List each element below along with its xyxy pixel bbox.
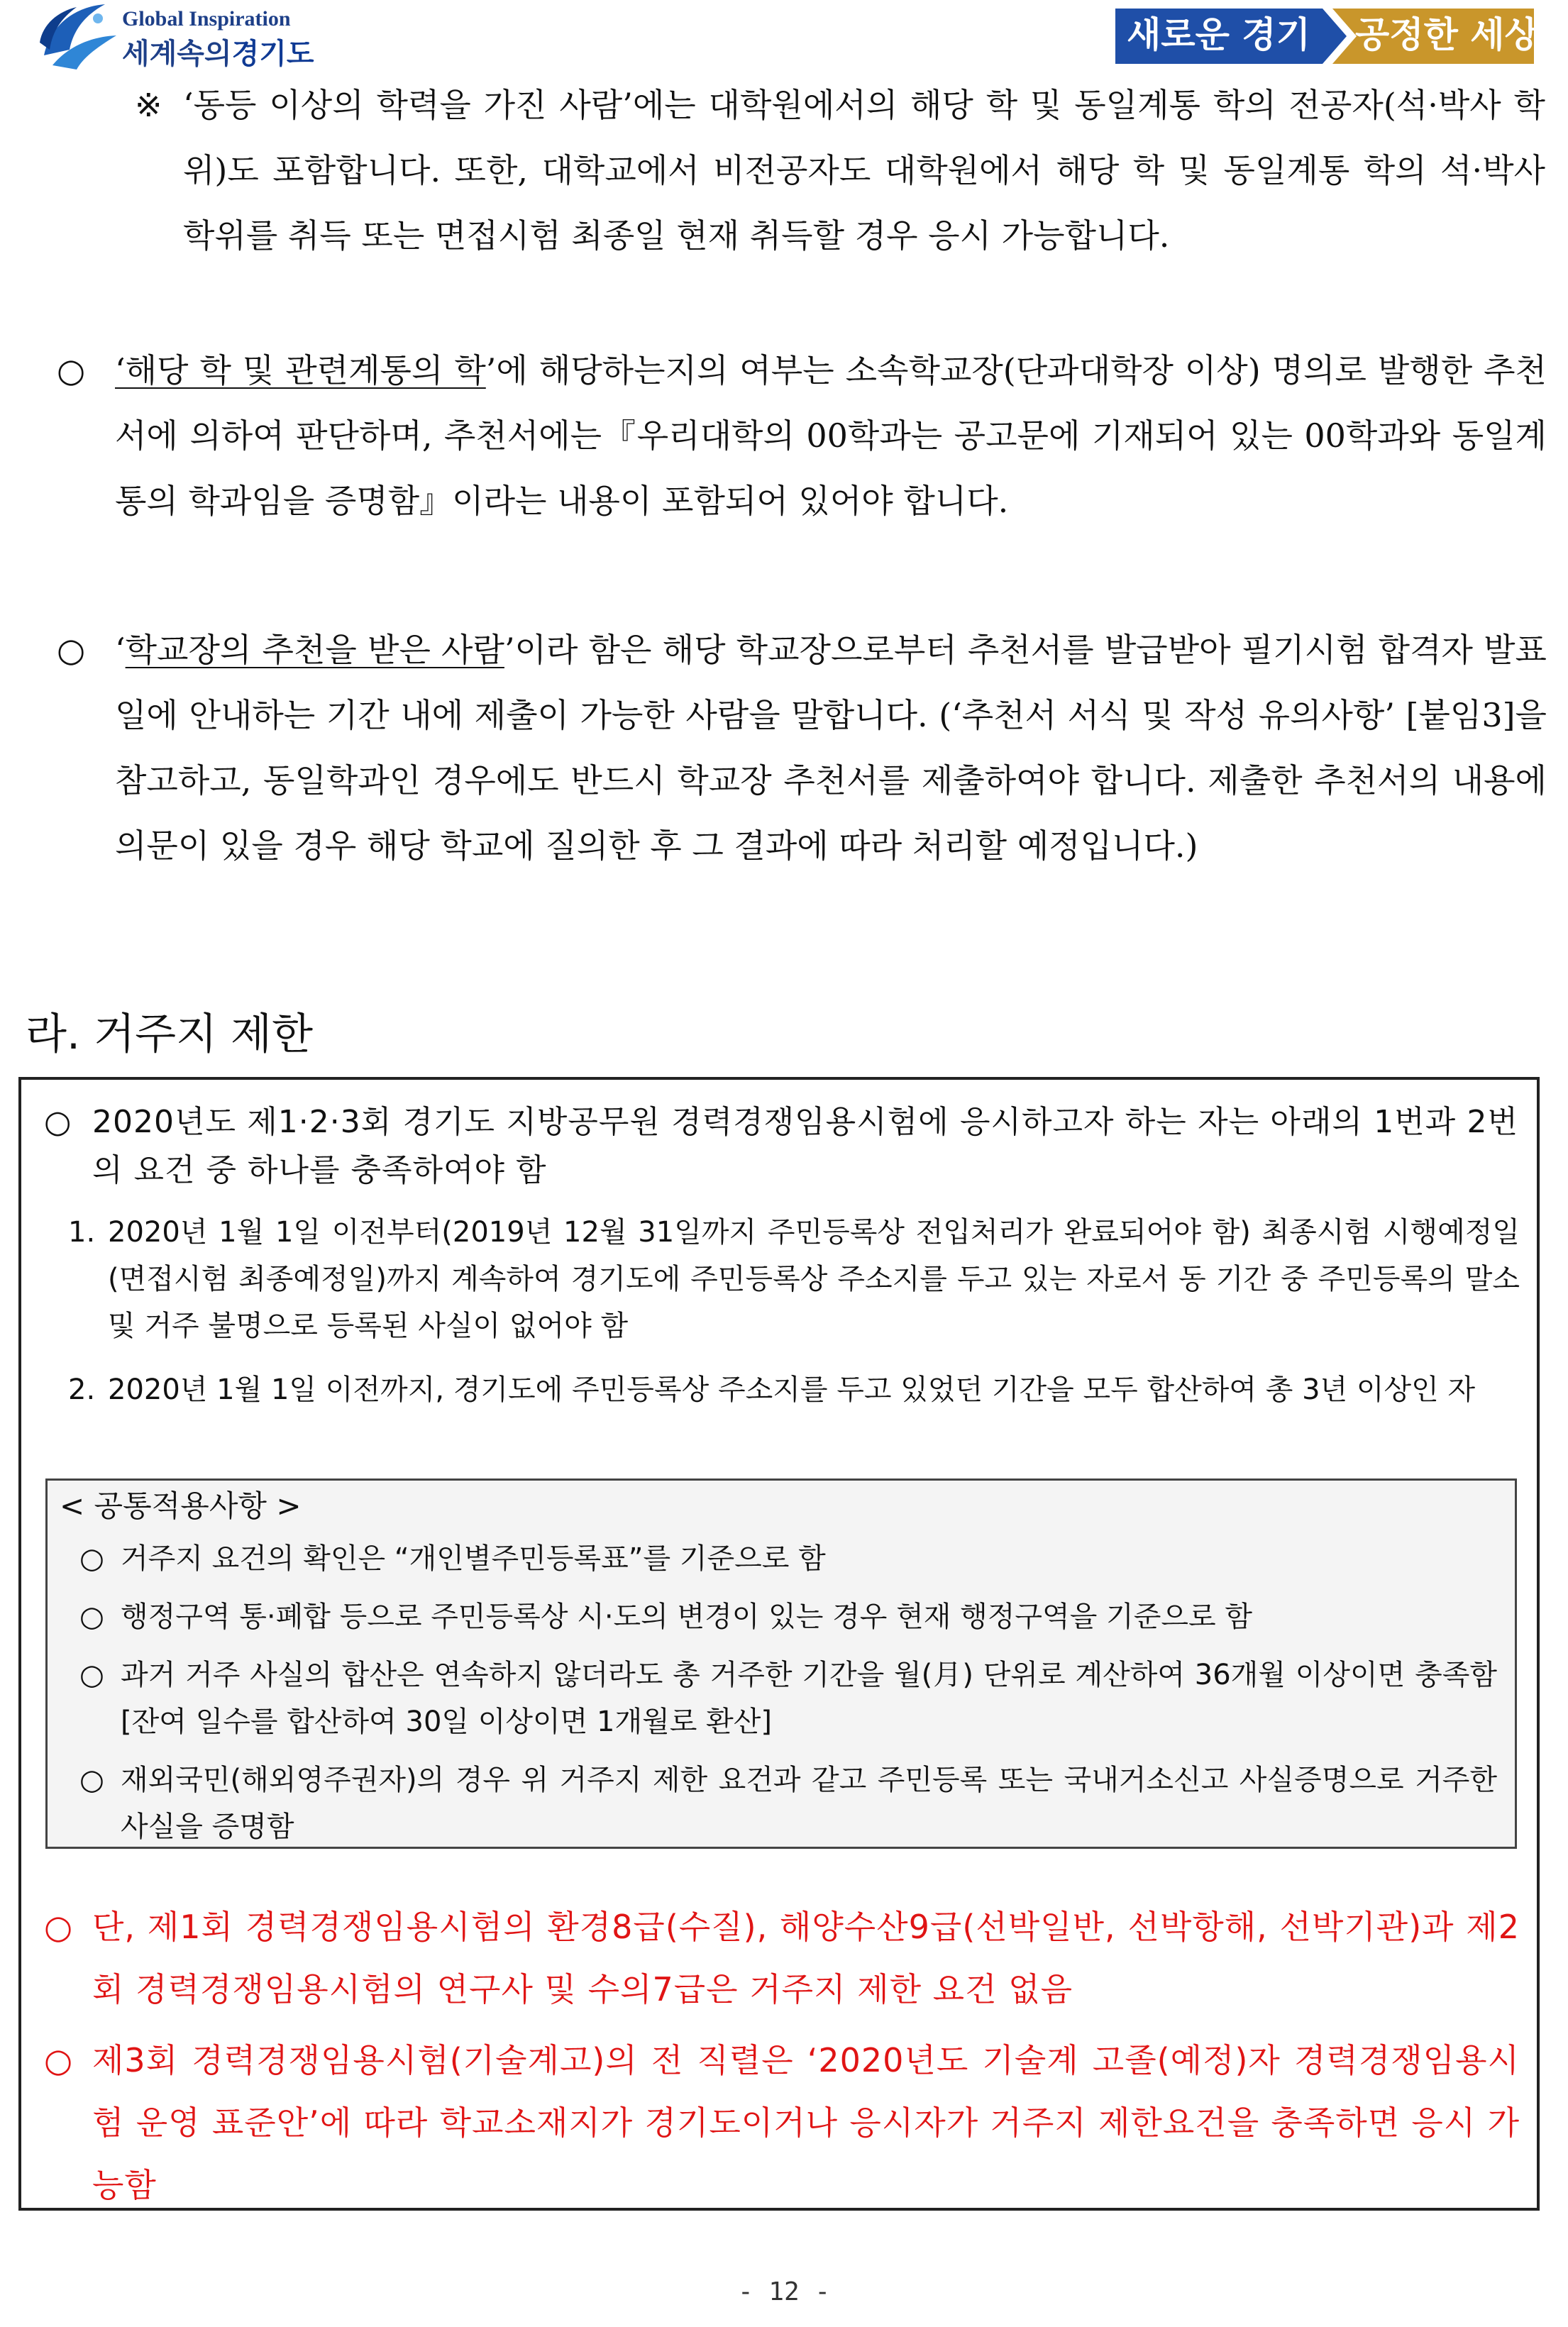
logo-korean-part-b: 경기도 <box>231 38 314 70</box>
requirement-2-text: 2020년 1월 1일 이전까지, 경기도에 주민등록상 주소지를 두고 있었던 기간을 모두 합산하여 총 3년 이상인 자 <box>108 1373 1476 1406</box>
para2-body: ’이라 함은 해당 학교장으로부터 추천서를 발급받아 필기시험 합격자 발표일에 안내하는 기간 내에 제출이 가능한 사람을 말합니다. (‘추천서 서식 및 작성 유의사항’ [붙임3]을 참고하고, 동일학과인 경우에도 반드시 학교장 추천서를 제출하여야 합니다. 제출한 추천서의 내용에 의문이 있을 경우 해당 학교에 질의한 후 그 결과에 따라 처리할 예정입니다.) <box>115 631 1547 865</box>
common-rule-2-bullet: ○ <box>79 1601 104 1633</box>
slogan-right: 공정한 세상 <box>1355 14 1539 55</box>
para1-body: ’에 해당하는지의 여부는 소속학교장(단과대학장 이상) 명의로 발행한 추천서에 의하여 판단하며, 추천서에는『우리대학의 00학과는 공고문에 기재되어 있는 00학과와 동일계통의 학과임을 증명함』이라는 내용이 포함되어 있어야 합니다. <box>115 351 1547 520</box>
section-heading: 라. 거주지 제한 <box>26 1010 313 1059</box>
common-rule-3-bullet: ○ <box>79 1659 104 1691</box>
para1-underlined: ‘해당 학 및 관련계통의 학 <box>115 351 486 389</box>
exception-1-bullet: ○ <box>44 1908 74 1946</box>
common-rule-4-bullet: ○ <box>79 1764 104 1796</box>
common-rule-1-text: 거주지 요건의 확인은 “개인별주민등록표”를 기준으로 함 <box>121 1542 826 1575</box>
exception-2-bullet: ○ <box>44 2041 74 2079</box>
box-intro-text: 2020년도 제1·2·3회 경기도 지방공무원 경력경쟁임용시험에 응시하고자 하는 자는 아래의 1번과 2번의 요건 중 하나를 충족하여야 함 <box>92 1104 1518 1188</box>
note-mark: ※ <box>135 86 162 124</box>
common-rule-2-text: 행정구역 통·폐합 등으로 주민등록상 시·도의 변경이 있는 경우 현재 행정구역을 기준으로 함 <box>121 1601 1252 1633</box>
logo-korean-part-a: 세계속의 <box>122 38 232 70</box>
logo-english-text: Global Inspiration <box>122 7 291 31</box>
para1-paragraph <box>115 338 1547 534</box>
requirement-1-number: 1. <box>68 1216 96 1249</box>
common-rule-4-text: 재외국민(해외영주권자)의 경우 위 거주지 제한 요건과 같고 주민등록 또는 국내거소신고 사실증명으로 거주한 사실을 증명함 <box>121 1764 1497 1843</box>
slogan-left: 새로운 경기 <box>1127 14 1310 55</box>
requirement-2-number: 2. <box>68 1373 96 1406</box>
para2-underlined: 학교장의 추천을 받은 사람 <box>125 631 504 669</box>
note-emphasis: ‘동등 이상의 학력을 가진 사람’ <box>183 86 633 124</box>
slogan-banner <box>1115 7 1539 65</box>
common-rule-1-bullet: ○ <box>79 1542 104 1575</box>
para2-paragraph <box>115 617 1547 878</box>
para2-lead: ‘ <box>115 631 126 669</box>
exception-2-text: 제3회 경력경쟁임용시험(기술계고)의 전 직렬은 ‘2020년도 기술계 고졸(예정)자 경력경쟁임용시험 운영 표준안’에 따라 학교소재지가 경기도이거나 응시자가 거주지 제한요건을 충족하면 응시 가능함 <box>92 2041 1520 2204</box>
para2-bullet: ○ <box>57 631 86 669</box>
note-paragraph <box>183 72 1545 268</box>
box-intro-bullet: ○ <box>44 1104 72 1140</box>
page-number: - 12 - <box>737 2277 831 2306</box>
gyeonggi-logo-icon <box>37 0 121 71</box>
common-rule-3-text: 과거 거주 사실의 합산은 연속하지 않더라도 총 거주한 기간을 월(月) 단위로 계산하여 36개월 이상이면 충족함 [잔여 일수를 합산하여 30일 이상이면 1개월로 환산] <box>121 1659 1497 1738</box>
note-body: 에는 대학원에서의 해당 학 및 동일계통 학의 전공자(석·박사 학위)도 포함합니다. 또한, 대학교에서 비전공자도 대학원에서 해당 학 및 동일계통 학의 석·박사 학위를 취득 또는 면접시험 최종일 현재 취득할 경우 응시 가능합니다. <box>183 86 1545 255</box>
logo-korean-text <box>122 31 314 72</box>
requirement-1-text: 2020년 1월 1일 이전부터(2019년 12월 31일까지 주민등록상 전입처리가 완료되어야 함) 최종시험 시행예정일(면접시험 최종예정일)까지 계속하여 경기도에 주민등록상 주소지를 두고 있는 자로서 동 기간 중 주민등록의 말소 및 거주 불명으로 등록된 사실이 없어야 함 <box>108 1216 1520 1342</box>
exception-1-text: 단, 제1회 경력경쟁임용시험의 환경8급(수질), 해양수산9급(선박일반, 선박항해, 선박기관)과 제2회 경력경쟁임용시험의 연구사 및 수의7급은 거주지 제한 요건 없음 <box>92 1908 1520 2008</box>
common-rules-title: < 공통적용사항 > <box>60 1488 302 1523</box>
para1-bullet: ○ <box>57 351 86 389</box>
